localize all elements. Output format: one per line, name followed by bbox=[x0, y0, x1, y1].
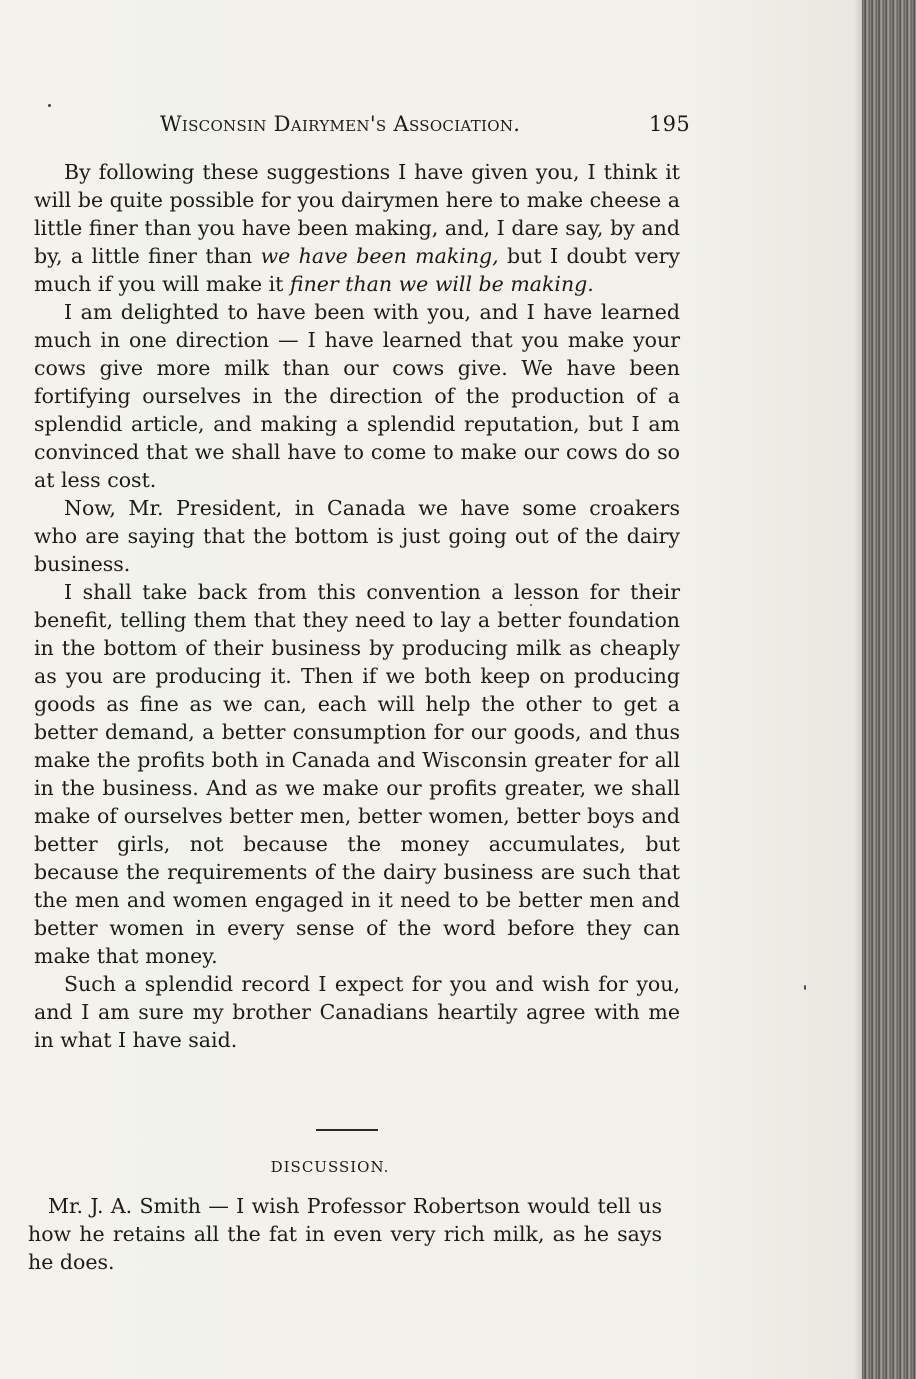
italic-phrase: finer than we will be making. bbox=[289, 272, 594, 296]
section-divider bbox=[316, 1129, 378, 1131]
running-title: Wisconsin Dairymen's Association. bbox=[160, 112, 521, 136]
italic-phrase: we have been making, bbox=[260, 244, 499, 268]
paragraph-smith: Mr. J. A. Smith — I wish Professor Robertson would tell us how he retains all the fat in even very rich milk, as he says he does. bbox=[28, 1194, 662, 1274]
running-header bbox=[160, 112, 690, 136]
print-speck bbox=[48, 104, 51, 107]
body-text bbox=[34, 158, 680, 1054]
print-speck bbox=[804, 985, 806, 990]
page-gutter-shadow bbox=[854, 0, 862, 1379]
paragraph-lesson: I shall take back from this convention a lesson for their benefit, telling them that they need to lay a better foundation in the bottom of their business by producing milk as cheaply as you are producing it. Then if we both keep on producing goods as fine as we can, each will help the other to get a better demand, a better consumption for our goods, and thus make the profits both in Canada and Wisconsin greater for all in the business. And as we make our profits greater, we shall make of ourselves better men, better women, better boys and better girls, not because the money accumulates, but because the requirements of the dairy business are such that the men and women engaged in it need to be better men and better women in every sense of the word before they can make that money. bbox=[34, 580, 680, 968]
paragraph-croakers: Now, Mr. President, in Canada we have some croakers who are saying that the bottom is just going out of the dairy business. bbox=[34, 496, 680, 576]
print-speck bbox=[530, 604, 532, 606]
discussion-heading: DISCUSSION. bbox=[270, 1158, 390, 1176]
paragraph-delighted: I am delighted to have been with you, and I have learned much in one direction — I have learned that you make your cows give more milk than our cows give. We have been fortifying ourselves in the direction of the production of a splendid article, and making a splendid reputation, but I am convinced that we shall have to come to make our cows do so at less cost. bbox=[34, 300, 680, 492]
page-stack-edge bbox=[862, 0, 916, 1379]
paragraph-suggestions: By following these suggestions I have given you, I think it will be quite possible for you dairymen here to make cheese a little finer than you have been making, and, I dare say, by and by, a little finer than we have been making, but I doubt very much if you will make it finer than we will be making. bbox=[34, 160, 680, 296]
paragraph-record: Such a splendid record I expect for you and wish for you, and I am sure my brother Canadians heartily agree with me in what I have said. bbox=[34, 972, 680, 1052]
discussion-text bbox=[28, 1192, 662, 1276]
page-number: 195 bbox=[649, 112, 690, 136]
